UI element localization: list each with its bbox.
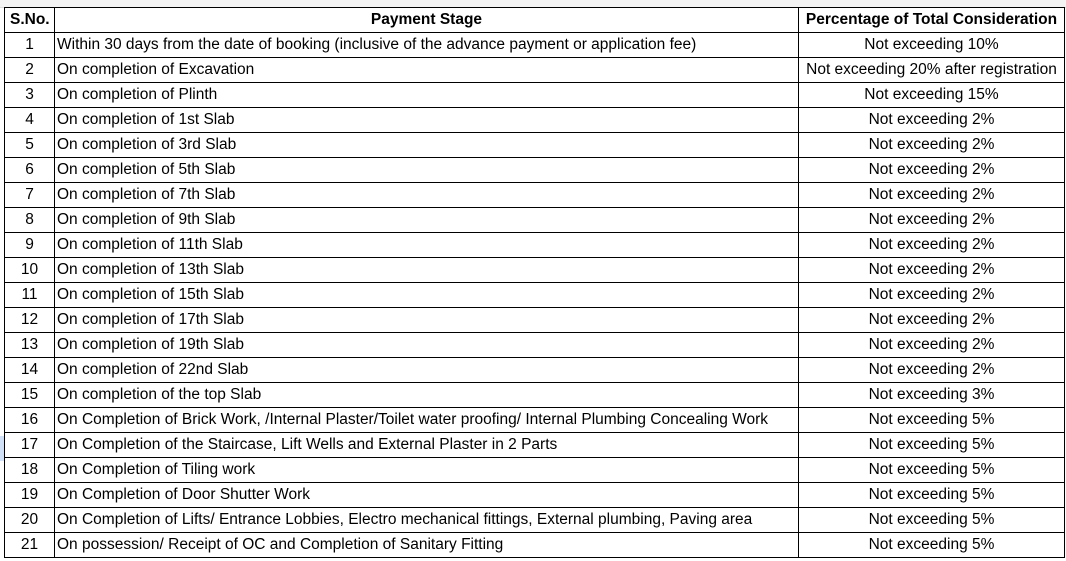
percentage-cell[interactable]: Not exceeding 2% (799, 208, 1065, 233)
stage-cell[interactable]: On Completion of the Staircase, Lift Wells and External Plaster in 2 Parts (55, 433, 799, 458)
sno-cell[interactable]: 6 (5, 158, 55, 183)
table-row (5, 258, 1065, 283)
sno-cell[interactable]: 17 (5, 433, 55, 458)
sno-cell[interactable]: 19 (5, 483, 55, 508)
sno-cell[interactable]: 16 (5, 408, 55, 433)
sno-cell[interactable]: 18 (5, 458, 55, 483)
stage-cell[interactable]: On completion of 3rd Slab (55, 133, 799, 158)
table-row (5, 33, 1065, 58)
sno-cell[interactable]: 8 (5, 208, 55, 233)
table-row (5, 408, 1065, 433)
table-row (5, 183, 1065, 208)
sno-cell[interactable]: 11 (5, 283, 55, 308)
table-row (5, 333, 1065, 358)
table-row (5, 433, 1065, 458)
stage-cell[interactable]: On completion of 11th Slab (55, 233, 799, 258)
table-row (5, 133, 1065, 158)
sno-cell[interactable]: 5 (5, 133, 55, 158)
percentage-cell[interactable]: Not exceeding 2% (799, 333, 1065, 358)
table-row (5, 208, 1065, 233)
stage-cell[interactable]: On completion of 15th Slab (55, 283, 799, 308)
sno-cell[interactable]: 21 (5, 533, 55, 558)
sno-cell[interactable]: 12 (5, 308, 55, 333)
header-payment-stage[interactable]: Payment Stage (55, 8, 799, 33)
stage-cell[interactable]: On Completion of Door Shutter Work (55, 483, 799, 508)
stage-cell[interactable]: On completion of 13th Slab (55, 258, 799, 283)
table-body (5, 33, 1065, 558)
percentage-cell[interactable]: Not exceeding 15% (799, 83, 1065, 108)
table-row (5, 83, 1065, 108)
stage-cell[interactable]: On completion of 9th Slab (55, 208, 799, 233)
table-row (5, 308, 1065, 333)
percentage-cell[interactable]: Not exceeding 2% (799, 233, 1065, 258)
table-row (5, 283, 1065, 308)
header-percentage[interactable]: Percentage of Total Consideration (799, 8, 1065, 33)
percentage-cell[interactable]: Not exceeding 2% (799, 358, 1065, 383)
sno-cell[interactable]: 1 (5, 33, 55, 58)
table-row (5, 508, 1065, 533)
sno-cell[interactable]: 3 (5, 83, 55, 108)
table-row (5, 358, 1065, 383)
stage-cell[interactable]: On Completion of Tiling work (55, 458, 799, 483)
percentage-cell[interactable]: Not exceeding 5% (799, 483, 1065, 508)
percentage-cell[interactable]: Not exceeding 20% after registration (799, 58, 1065, 83)
stage-cell[interactable]: On possession/ Receipt of OC and Completion of Sanitary Fitting (55, 533, 799, 558)
stage-cell[interactable]: On completion of 19th Slab (55, 333, 799, 358)
sno-cell[interactable]: 9 (5, 233, 55, 258)
stage-cell[interactable]: On Completion of Lifts/ Entrance Lobbies, Electro mechanical fittings, External plumbing, Paving area (55, 508, 799, 533)
stage-cell[interactable]: On completion of 1st Slab (55, 108, 799, 133)
percentage-cell[interactable]: Not exceeding 3% (799, 383, 1065, 408)
header-sno[interactable]: S.No. (5, 8, 55, 33)
percentage-cell[interactable]: Not exceeding 2% (799, 108, 1065, 133)
stage-cell[interactable]: On completion of 17th Slab (55, 308, 799, 333)
table-row (5, 158, 1065, 183)
percentage-cell[interactable]: Not exceeding 5% (799, 508, 1065, 533)
percentage-cell[interactable]: Not exceeding 10% (799, 33, 1065, 58)
sno-cell[interactable]: 7 (5, 183, 55, 208)
stage-cell[interactable]: On Completion of Brick Work, /Internal Plaster/Toilet water proofing/ Internal Plumbing Concealing Work (55, 408, 799, 433)
table-row (5, 533, 1065, 558)
sno-cell[interactable]: 2 (5, 58, 55, 83)
percentage-cell[interactable]: Not exceeding 5% (799, 533, 1065, 558)
stage-cell[interactable]: Within 30 days from the date of booking (inclusive of the advance payment or application fee) (55, 33, 799, 58)
sno-cell[interactable]: 15 (5, 383, 55, 408)
sno-cell[interactable]: 4 (5, 108, 55, 133)
payment-schedule-table (4, 7, 1065, 558)
percentage-cell[interactable]: Not exceeding 5% (799, 458, 1065, 483)
sno-cell[interactable]: 20 (5, 508, 55, 533)
table-row (5, 383, 1065, 408)
table-row (5, 58, 1065, 83)
percentage-cell[interactable]: Not exceeding 5% (799, 433, 1065, 458)
percentage-cell[interactable]: Not exceeding 2% (799, 133, 1065, 158)
table-row (5, 483, 1065, 508)
stage-cell[interactable]: On completion of Plinth (55, 83, 799, 108)
table-row (5, 458, 1065, 483)
percentage-cell[interactable]: Not exceeding 5% (799, 408, 1065, 433)
percentage-cell[interactable]: Not exceeding 2% (799, 283, 1065, 308)
table-row (5, 233, 1065, 258)
sno-cell[interactable]: 14 (5, 358, 55, 383)
stage-cell[interactable]: On completion of the top Slab (55, 383, 799, 408)
stage-cell[interactable]: On completion of 5th Slab (55, 158, 799, 183)
stage-cell[interactable]: On completion of 22nd Slab (55, 358, 799, 383)
sno-cell[interactable]: 13 (5, 333, 55, 358)
percentage-cell[interactable]: Not exceeding 2% (799, 258, 1065, 283)
table-row (5, 108, 1065, 133)
stage-cell[interactable]: On completion of 7th Slab (55, 183, 799, 208)
percentage-cell[interactable]: Not exceeding 2% (799, 183, 1065, 208)
percentage-cell[interactable]: Not exceeding 2% (799, 308, 1065, 333)
percentage-cell[interactable]: Not exceeding 2% (799, 158, 1065, 183)
header-row (5, 8, 1065, 33)
stage-cell[interactable]: On completion of Excavation (55, 58, 799, 83)
sno-cell[interactable]: 10 (5, 258, 55, 283)
